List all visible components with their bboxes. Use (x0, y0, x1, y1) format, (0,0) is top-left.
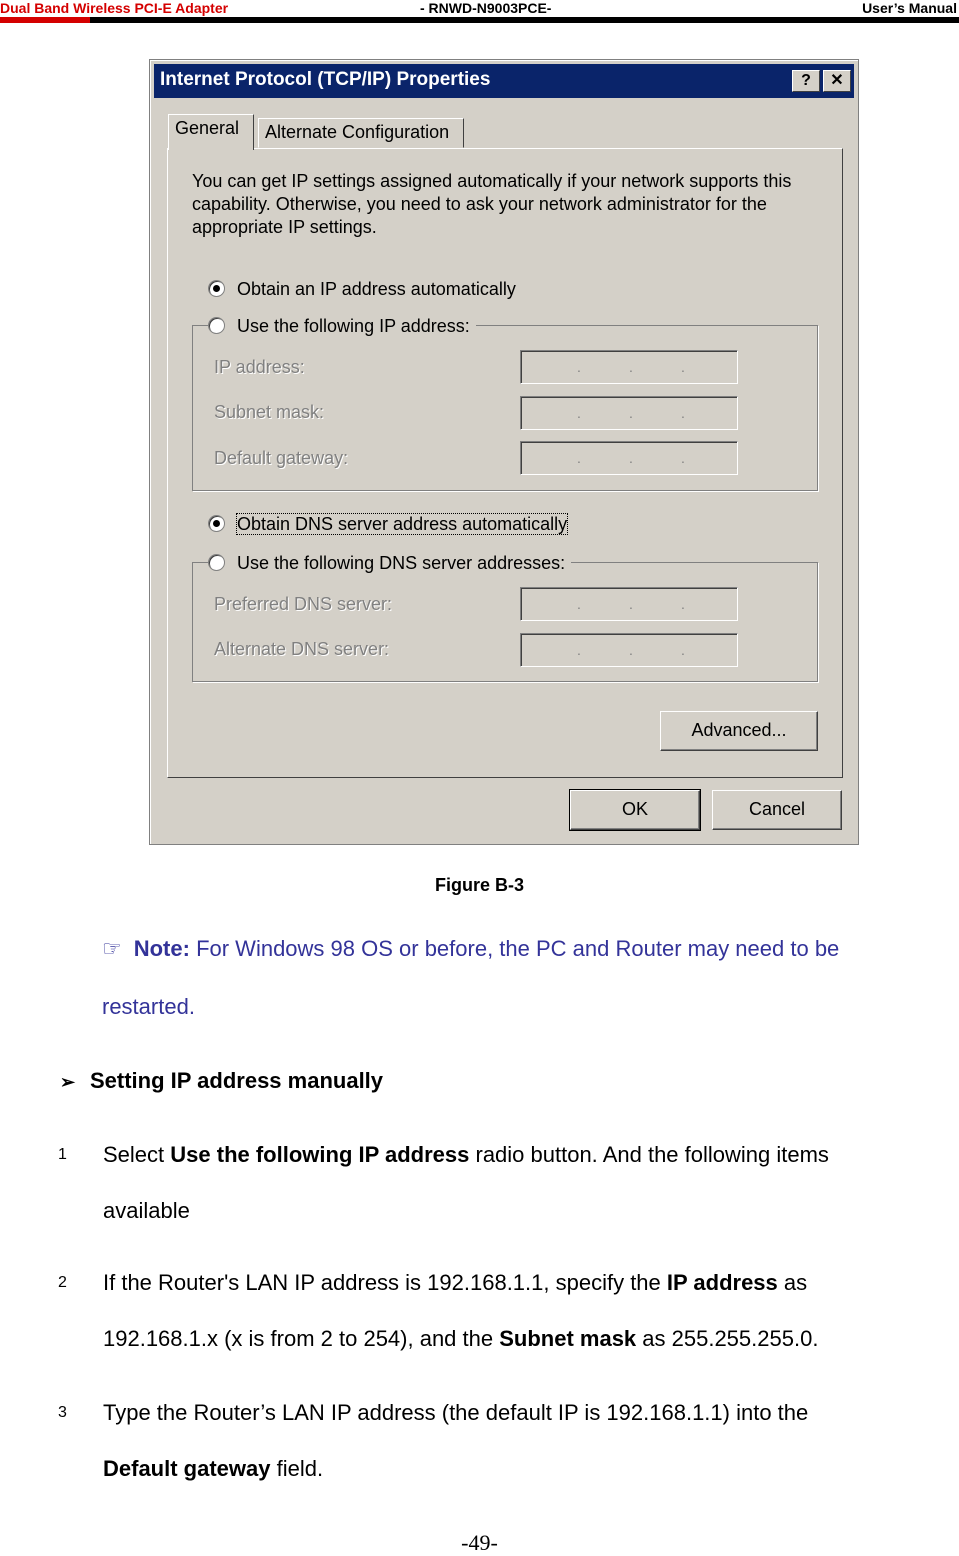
radio-selected-icon (208, 515, 225, 532)
pointing-hand-icon: ☞ (102, 936, 122, 961)
step-text: If the Router's LAN IP address is 192.168.1.1, specify the IP address as (103, 1270, 808, 1295)
subnet-mask-field[interactable]: . . . (520, 396, 738, 430)
radio-use-following-dns-label: Use the following DNS server addresses: (237, 553, 566, 573)
radio-use-following-dns[interactable] (208, 552, 571, 574)
section-title: Setting IP address manually (90, 1068, 384, 1093)
header-manual: User’s Manual (862, 0, 957, 16)
note-text-line1: For Windows 98 OS or before, the PC and Router may need to be (189, 936, 840, 961)
step-text: Select Use the following IP address radio button. And the following items (103, 1142, 829, 1167)
page-number: -49- (461, 1530, 498, 1555)
advanced-button[interactable]: Advanced... (660, 711, 818, 751)
page-header (0, 0, 959, 24)
default-gateway-field[interactable]: . . . (520, 441, 738, 475)
header-rule-black (90, 17, 959, 23)
dialog-titlebar (154, 64, 854, 98)
subnet-mask-label: Subnet mask: (214, 402, 325, 422)
tab-alternate-configuration[interactable]: Alternate Configuration (258, 118, 464, 148)
step-text-line2: available (103, 1198, 190, 1223)
header-product: Dual Band Wireless PCI-E Adapter (0, 0, 229, 16)
cancel-button[interactable]: Cancel (712, 790, 842, 830)
header-model: - RNWD-N9003PCE- (420, 0, 552, 16)
radio-use-following-ip-label: Use the following IP address: (237, 316, 470, 336)
radio-selected-icon (208, 280, 225, 297)
step-number: 2 (58, 1274, 67, 1291)
note-label: Note: (133, 936, 190, 961)
section-heading (60, 1068, 383, 1094)
radio-obtain-ip-auto[interactable] (208, 278, 516, 300)
note-text-line2: restarted. (102, 994, 195, 1019)
ok-button[interactable]: OK (570, 790, 700, 830)
ip-address-field[interactable]: . . . (520, 350, 738, 384)
radio-obtain-dns-auto-label: Obtain DNS server address automatically (237, 514, 568, 534)
alternate-dns-label: Alternate DNS server: (214, 639, 390, 659)
step-number: 3 (58, 1404, 67, 1421)
figure-caption: Figure B-3 (434, 875, 524, 895)
preferred-dns-field[interactable]: . . . (520, 587, 738, 621)
tcpip-properties-dialog (149, 59, 859, 845)
radio-obtain-ip-auto-label: Obtain an IP address automatically (237, 279, 516, 299)
dialog-title: Internet Protocol (TCP/IP) Properties (160, 69, 491, 90)
radio-unselected-icon (208, 317, 225, 334)
step-text: Type the Router’s LAN IP address (the default IP is 192.168.1.1) into the (103, 1400, 809, 1425)
arrow-bullet-icon: ➢ (60, 1072, 76, 1092)
step-text-line2: Default gateway field. (103, 1456, 324, 1481)
step-text-line2: 192.168.1.x (x is from 2 to 254), and the Subnet mask as 255.255.255.0. (103, 1326, 819, 1351)
tab-general[interactable]: General (168, 114, 254, 150)
step-number: 1 (58, 1146, 67, 1163)
radio-unselected-icon (208, 554, 225, 571)
preferred-dns-label: Preferred DNS server: (214, 594, 393, 614)
radio-use-following-ip[interactable] (208, 315, 476, 337)
note (102, 934, 839, 964)
default-gateway-label: Default gateway: (214, 448, 349, 468)
ip-address-label: IP address: (214, 357, 305, 377)
dialog-description: You can get IP settings assigned automatically if your network supports this capability. Otherwise, you need to ask your network administrator for the appropriate IP settings. (192, 171, 792, 237)
close-button[interactable]: ✕ (823, 70, 851, 92)
alternate-dns-field[interactable]: . . . (520, 633, 738, 667)
header-rule-red (0, 17, 90, 23)
radio-obtain-dns-auto[interactable] (208, 513, 567, 535)
help-button[interactable]: ? (792, 70, 820, 92)
